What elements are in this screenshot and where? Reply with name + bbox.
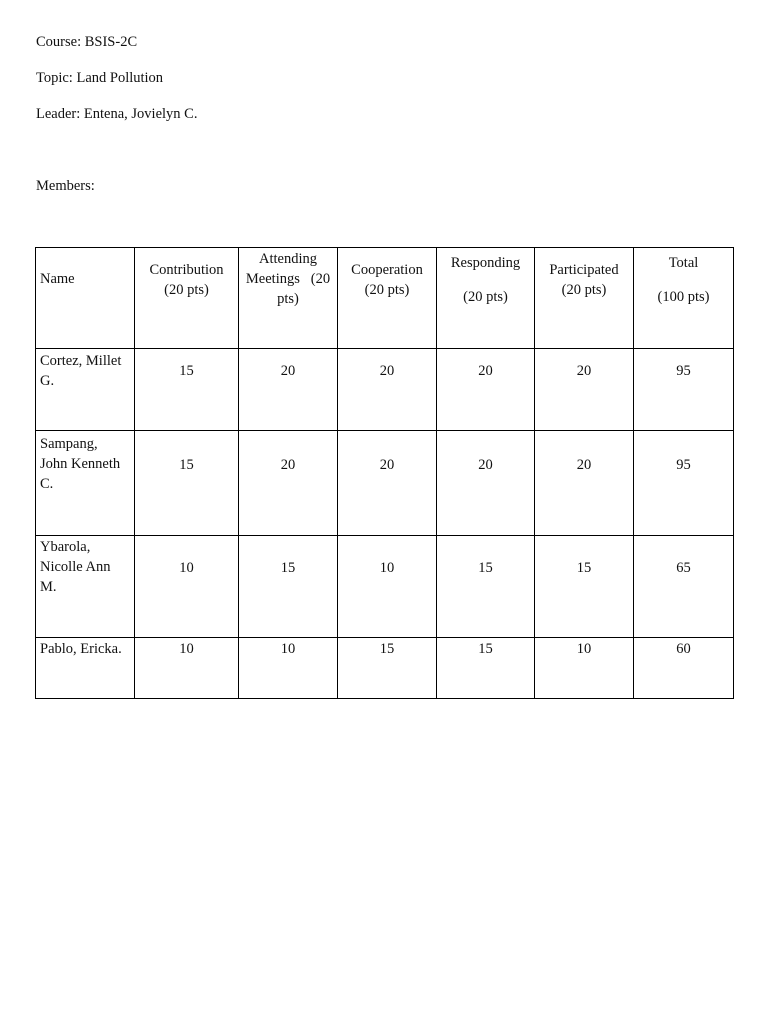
member-name-line: C. (40, 476, 54, 492)
attending-score (239, 638, 338, 699)
attending-score (239, 431, 338, 536)
responding-score-value: 20 (478, 363, 493, 379)
course-line: Course: BSIS-2C (36, 34, 138, 50)
member-name-line: Sampang, (40, 436, 98, 452)
responding-score (437, 638, 535, 699)
total-score (634, 349, 734, 431)
attending-score-value: 10 (280, 641, 296, 657)
contribution-score-value: 10 (179, 560, 194, 576)
total-score-value: 95 (676, 457, 691, 473)
contribution-score-value: 15 (179, 363, 194, 379)
responding-score (437, 349, 535, 431)
responding-score (437, 431, 535, 536)
member-name-line: Ybarola, (40, 539, 91, 555)
header-attending-line-2: Meetings (20 (245, 271, 331, 287)
cooperation-score-value: 15 (379, 641, 395, 657)
total-score-value: 60 (676, 641, 691, 657)
header-participated (535, 248, 634, 349)
total-score (634, 431, 734, 536)
header-attending-line-1: Attending (259, 251, 317, 267)
attending-score-value: 15 (280, 560, 296, 576)
header-name-label: Name (40, 271, 75, 287)
header-cooperation (338, 248, 437, 349)
member-name-line: Cortez, Millet (40, 353, 122, 369)
cooperation-score (338, 349, 437, 431)
member-name-cell (36, 349, 135, 431)
cooperation-score-value: 20 (379, 457, 395, 473)
header-cooperation-line-1: Cooperation (351, 262, 423, 278)
total-score (634, 638, 734, 699)
contribution-score (135, 638, 239, 699)
header-attending (239, 248, 338, 349)
contribution-score (135, 431, 239, 536)
header-total (634, 248, 734, 349)
header-responding-line-1: Responding (450, 255, 521, 271)
participated-score-value: 20 (576, 363, 592, 379)
responding-score-value: 20 (478, 457, 493, 473)
contribution-score (135, 536, 239, 638)
contribution-score-value: 15 (179, 457, 194, 473)
attending-score-value: 20 (280, 457, 296, 473)
member-name-line: Nicolle Ann (40, 559, 111, 575)
topic-line: Topic: Land Pollution (36, 70, 164, 86)
participated-score (535, 638, 634, 699)
members-label: Members: (36, 178, 95, 194)
participated-score (535, 431, 634, 536)
contribution-score-value: 10 (179, 641, 194, 657)
participated-score-value: 15 (576, 560, 592, 576)
cooperation-score (338, 638, 437, 699)
attending-score (239, 349, 338, 431)
participated-score-value: 20 (576, 457, 592, 473)
header-cooperation-line-2: (20 pts) (364, 282, 410, 298)
table-header-row (36, 248, 734, 349)
header-name (36, 248, 135, 349)
member-name-cell (36, 638, 135, 699)
cooperation-score-value: 10 (379, 560, 395, 576)
header-attending-line-3: pts) (277, 291, 299, 307)
header-participated-line-2: (20 pts) (561, 282, 607, 298)
header-responding (437, 248, 535, 349)
attending-score (239, 536, 338, 638)
participated-score (535, 536, 634, 638)
header-total-line-2: (100 pts) (657, 289, 710, 305)
cooperation-score-value: 20 (379, 363, 395, 379)
header-total-line-1: Total (668, 255, 699, 271)
cooperation-score (338, 536, 437, 638)
member-name-line: John Kenneth (40, 456, 121, 472)
member-name-cell (36, 431, 135, 536)
member-name-line: M. (40, 579, 57, 595)
total-score (634, 536, 734, 638)
responding-score-value: 15 (478, 641, 493, 657)
table-row (36, 638, 734, 699)
header-contribution-line-2: (20 pts) (164, 282, 209, 298)
leader-line: Leader: Entena, Jovielyn C. (36, 106, 198, 122)
table-row (36, 536, 734, 638)
contribution-score (135, 349, 239, 431)
table-row (36, 431, 734, 536)
attending-score-value: 20 (280, 363, 296, 379)
header-participated-line-1: Participated (549, 262, 619, 278)
responding-score (437, 536, 535, 638)
cooperation-score (338, 431, 437, 536)
responding-score-value: 15 (478, 560, 493, 576)
participated-score-value: 10 (576, 641, 592, 657)
member-name-cell (36, 536, 135, 638)
header-contribution (135, 248, 239, 349)
header-responding-line-2: (20 pts) (463, 289, 508, 305)
header-contribution-line-1: Contribution (149, 262, 224, 278)
member-name-line: G. (40, 373, 55, 389)
total-score-value: 65 (676, 560, 691, 576)
participated-score (535, 349, 634, 431)
member-name-line: Pablo, Ericka. (40, 641, 122, 657)
total-score-value: 95 (676, 363, 691, 379)
grades-table (35, 247, 734, 699)
table-row (36, 349, 734, 431)
